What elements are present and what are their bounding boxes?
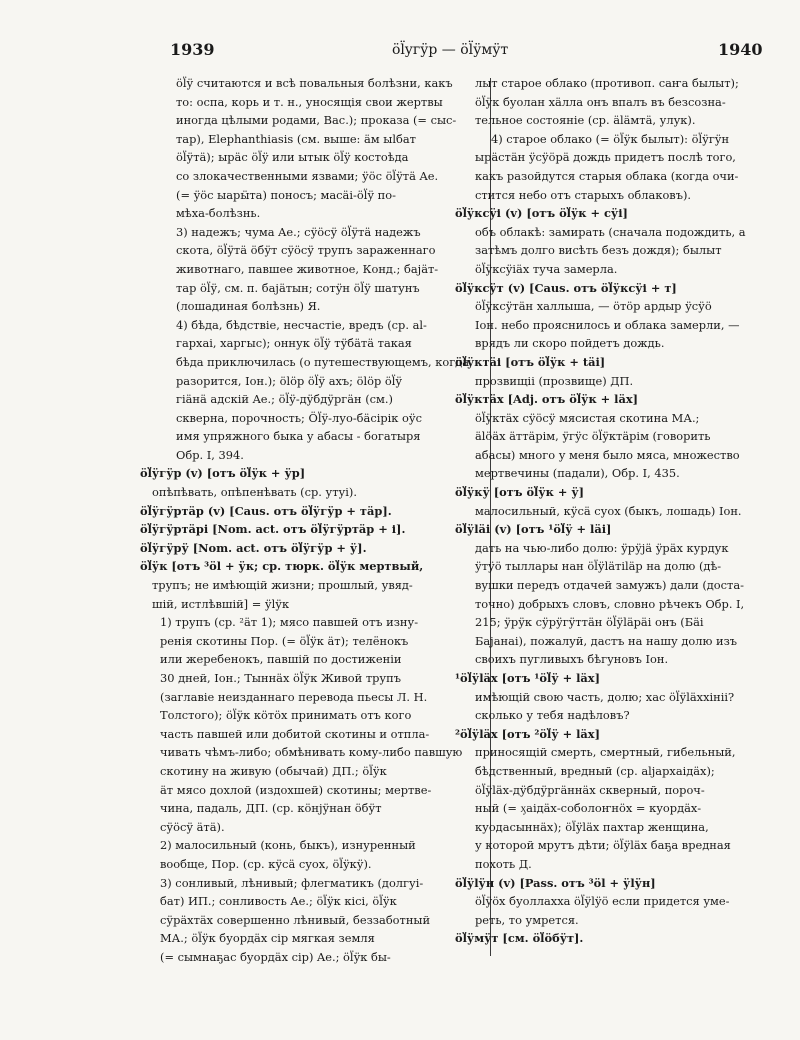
text-line: ӱтӱö тыллары нан öl̈ӱläтiläр на долю (дѣ-: [475, 559, 722, 574]
text-line: затѣмъ долго висѣть безъ дождя); былыт: [475, 243, 722, 258]
text-line: реть, то умрется.: [475, 912, 579, 927]
page-number-left: 1939: [170, 40, 215, 59]
text-line: Баjанаі), пожалуй, дастъ на нашу долю изъ: [475, 633, 738, 648]
entry-headword-line: ¹öl̈ӱläх [отъ ¹öl̈ӱ + läх]: [455, 671, 600, 685]
text-line: 1) трупъ (ср. ²äт 1); мясо павшей отъ изну-: [160, 615, 419, 630]
text-line: öl̈ӱксӱтäн халлыша, — öтöр ардыр ӱсӱö: [475, 299, 712, 314]
text-line: иногда цѣлыми родами, Вас.); проказа (= сыс-: [176, 113, 457, 128]
text-line: (лошадиная болѣзнь) Я.: [176, 299, 321, 314]
running-headwords: öl̈yгӱр — öl̈ӱмӱт: [392, 42, 509, 58]
entry-headword-line: öl̈ӱlӱн (v) [Pass. отъ ³öl + ӱlӱн]: [455, 875, 656, 890]
text-line: прозвищіі (прозвище) ДП.: [475, 373, 634, 388]
entry-headword-line: öl̈ӱксӱі (v) [отъ öl̈ӱк + сӱі]: [455, 206, 628, 221]
text-line: опѣпѣвать, опѣпенѣвать (ср. утуі).: [152, 485, 357, 500]
text-line: Іон. небо прояснилось и облака замерли, —: [475, 317, 740, 332]
text-line: ренія скотины Пор. (= öl̈ӱк äт); телёнокъ: [160, 633, 409, 648]
text-line: äт мясо дохлой (издохшей) скотины; мертве-: [160, 782, 432, 797]
text-line: или жеребенокъ, павшій по достиженіи: [160, 652, 402, 667]
entry-headword-line: öl̈ӱгӱр (v) [отъ öl̈ӱк + ӱр]: [140, 466, 306, 481]
text-line: мѣха-болѣзнь.: [176, 206, 261, 221]
text-line: сӱрäхтäх совершенно лѣнивый, беззаботный: [160, 912, 431, 927]
text-line: куодасыннäх); öl̈ӱläх пахтар женщина,: [475, 819, 709, 834]
text-line: мертвечины (падали), Обр. I, 435.: [475, 466, 680, 481]
text-line: МА.; öl̈ӱк буордäх сiр мягкая земля: [160, 931, 375, 946]
text-line: дать на чью-либо долю: ӱрӱjä ӱрäх курдук: [475, 540, 729, 555]
text-line: чина, падаль, ДП. (ср. кöнjӱнан öбӱт: [160, 801, 382, 816]
text-line: скотину на живую (обычай) ДП.; öl̈ӱк: [160, 763, 387, 778]
text-line: похоть Д.: [475, 856, 532, 871]
text-line: скверна, порочность; Öl̈ӱ-луо-бäсiрiк оӱс: [176, 410, 422, 425]
text-line: со злокачественными язвами; ӱöс öl̈ӱтä Ae.: [176, 168, 439, 183]
text-line: 2) малосильный (конь, быкъ), изнуренный: [160, 838, 416, 853]
text-line: разорится, Іон.); ölöр öl̈ӱ ахъ; ölöр öl̈ӱ: [176, 373, 403, 388]
text-line: объ облакѣ: замирать (сначала подождить, а: [475, 224, 746, 239]
text-line: часть павшей или добитой скотины и отпла-: [160, 726, 430, 741]
text-line: вушки передъ отдачей замужъ) дали (доста-: [475, 578, 744, 593]
text-line: врядъ ли скоро пойдетъ дождь.: [475, 336, 665, 351]
entry-headword-line: öl̈ӱгӱртäрi [Nom. act. отъ öl̈ӱгӱртäр + і].: [140, 522, 406, 537]
text-line: гархаі, харгыс); оннук öl̈ӱ тӱбäтä такая: [176, 336, 412, 351]
text-line: 4) бѣда, бѣдствіе, несчастіе, вредъ (ср. аl-: [176, 317, 427, 332]
text-line: лыт старое облако (противоп. саҥа былыт);: [475, 76, 739, 90]
text-line: сӱöсӱ äтä).: [160, 819, 225, 834]
text-line: имя упряжного быка у абасы - богатыря: [176, 429, 421, 444]
text-line: 3) надежъ; чума Ae.; сӱöсӱ öl̈ӱтä надежъ: [176, 224, 421, 239]
entry-headword-line: öl̈ӱмӱт [см. öl̈öбӱт].: [455, 931, 584, 946]
text-line: 4) старое облако (= öl̈ӱк былыт): öl̈ӱгӱн: [491, 131, 730, 146]
text-line: приносящій смерть, смертный, гибельный,: [475, 745, 736, 760]
text-line: животнаго, павшее животное, Конд.; баjäт-: [176, 261, 439, 276]
text-line: трупъ; не имѣющій жизни; прошлый, увяд-: [152, 578, 413, 593]
text-line: точно) добрыхъ словъ, словно рѣчекъ Обр. I,: [475, 596, 745, 611]
text-line: тар öl̈ӱ, см. п. баjäтын; сотӱн öl̈ӱ шатунъ: [176, 280, 420, 295]
text-line: вообще, Пор. (ср. кӱсä суох, öl̈ӱкӱ).: [160, 856, 372, 871]
text-line: Обр. I, 394.: [176, 447, 244, 462]
text-line: стится небо отъ старыхъ облаковъ).: [475, 187, 692, 202]
text-line: у которой мрутъ дѣти; öl̈ӱläх баҕа вредная: [475, 838, 731, 853]
left-column: [140, 74, 485, 967]
text-line: какъ разойдутся старыя облака (когда очи-: [475, 168, 739, 183]
text-line: (заглавіе неизданнаго перевода пьесы Л. Н.: [160, 689, 428, 704]
text-line: (= ӱöс ыарӹтa) поносъ; масäi-öl̈ӱ по-: [176, 187, 396, 202]
text-line: шій, истлѣвшій] = ӱlӱк: [152, 596, 290, 611]
right-column: [455, 74, 795, 948]
text-line: то: оспа, корь и т. н., уносящія свои жертвы: [176, 94, 443, 109]
text-line: 30 дней, Іон.; Тыннäх öl̈ӱк Живой трупъ: [160, 671, 401, 685]
text-line: сколько у тебя надѣловъ?: [475, 708, 630, 723]
text-line: тельное состояніе (ср. äläмтä, улук).: [475, 113, 696, 128]
entry-headword-line: öl̈ӱк [отъ ³öl + ӱк; ср. тюрк. öl̈ӱк мертвый,: [140, 559, 424, 574]
page-number-right: 1940: [718, 40, 763, 59]
text-line: бѣдственный, вредный (ср. аljархаiдäх);: [475, 763, 715, 778]
text-line: своихъ пугливыхъ бѣгуновъ Іон.: [475, 652, 669, 667]
entry-headword-line: öl̈ӱгӱртäр (v) [Caus. отъ öl̈ӱгӱр + тäр].: [140, 503, 392, 518]
text-line: öl̈ӱ считаются и всѣ повальныя болѣзни, какъ: [176, 76, 453, 90]
text-line: öl̈ӱöх буоллаххa öl̈ӱlӱö если придется уме-: [475, 894, 730, 909]
text-line: чивать чѣмъ-либо; обмѣнивать кому-либо павшую: [160, 745, 463, 760]
text-line: (= сымнаҕас буордäх сiр) Ae.; öl̈ӱк бы-: [160, 949, 391, 964]
text-line: 215; ӱрӱк сӱрӱгӱттäн öl̈ӱläрäі онъ (Бäi: [475, 615, 704, 630]
text-line: малосильный, кӱсä суох (быкъ, лошадь) Іон.: [475, 503, 742, 518]
text-line: гiäнä адскiй Ae.; öl̈ӱ-дӱбдӱргäн (см.): [176, 392, 393, 407]
text-line: имѣющій свою часть, долю; хас öl̈ӱläххiнiі?: [475, 689, 735, 704]
text-line: скота, öl̈ӱтä öбӱт сӱöсӱ трупъ зараженнаго: [176, 243, 436, 258]
text-line: 3) сонливый, лѣнивый; флегматикъ (долгуі-: [160, 875, 424, 890]
text-line: öl̈ӱк буолан хäлла онъ впалъ въ безсозна-: [475, 94, 726, 109]
text-line: öl̈ӱтä); ырäс öl̈ӱ или ытык öl̈ӱ костоѣда: [176, 150, 409, 165]
text-line: öl̈ӱксӱіäх туча замерла.: [475, 261, 618, 276]
entry-headword-line: öl̈ӱкӱ [отъ öl̈ӱк + ӱ]: [455, 485, 585, 500]
text-line: тар), Elephanthiasis (см. выше: äм ыlбат: [176, 131, 416, 146]
entry-headword-line: öl̈ӱксӱт (v) [Caus. отъ öl̈ӱксӱі + т]: [455, 280, 677, 295]
entry-headword-line: öl̈ӱктäі [отъ öl̈ӱк + täi]: [455, 354, 606, 369]
text-line: бат) ИП.; сонливость Ae.; öl̈ӱк кісі, öl̈ӱк: [160, 894, 397, 909]
text-line: ырäстäн ӱсӱöрä дождь придетъ послѣ того,: [475, 150, 736, 165]
text-line: Толстого); öl̈ӱк кöтöх принимать отъ кого: [160, 708, 412, 723]
text-line: öl̈ӱктäх сӱöсӱ мясистая скотина МА.;: [475, 410, 700, 425]
text-line: öl̈ӱläх-дӱбдӱргäннäх скверный, пороч-: [475, 782, 705, 797]
text-line: бѣда приключилась (о путешествующемъ, когда: [176, 354, 469, 369]
text-line: абасы) много у меня было мяса, множество: [475, 447, 740, 462]
entry-headword-line: öl̈ӱläi (v) [отъ ¹öl̈ӱ + läi]: [455, 522, 612, 537]
entry-headword-line: öl̈ӱгӱрӱ [Nom. act. отъ öl̈ӱгӱр + ӱ].: [140, 540, 367, 555]
entry-headword-line: öl̈ӱктäх [Adj. отъ öl̈ӱк + läх]: [455, 392, 639, 407]
text-line: ный (= ӽаiдäх-соболоҥнöх = куордäх-: [475, 801, 702, 816]
entry-headword-line: ²öl̈ӱläх [отъ ²öl̈ӱ + läх]: [455, 726, 600, 741]
text-line: älöäх äттäрiм, ӱгӱс öl̈ӱктäрiм (говорить: [475, 429, 711, 444]
